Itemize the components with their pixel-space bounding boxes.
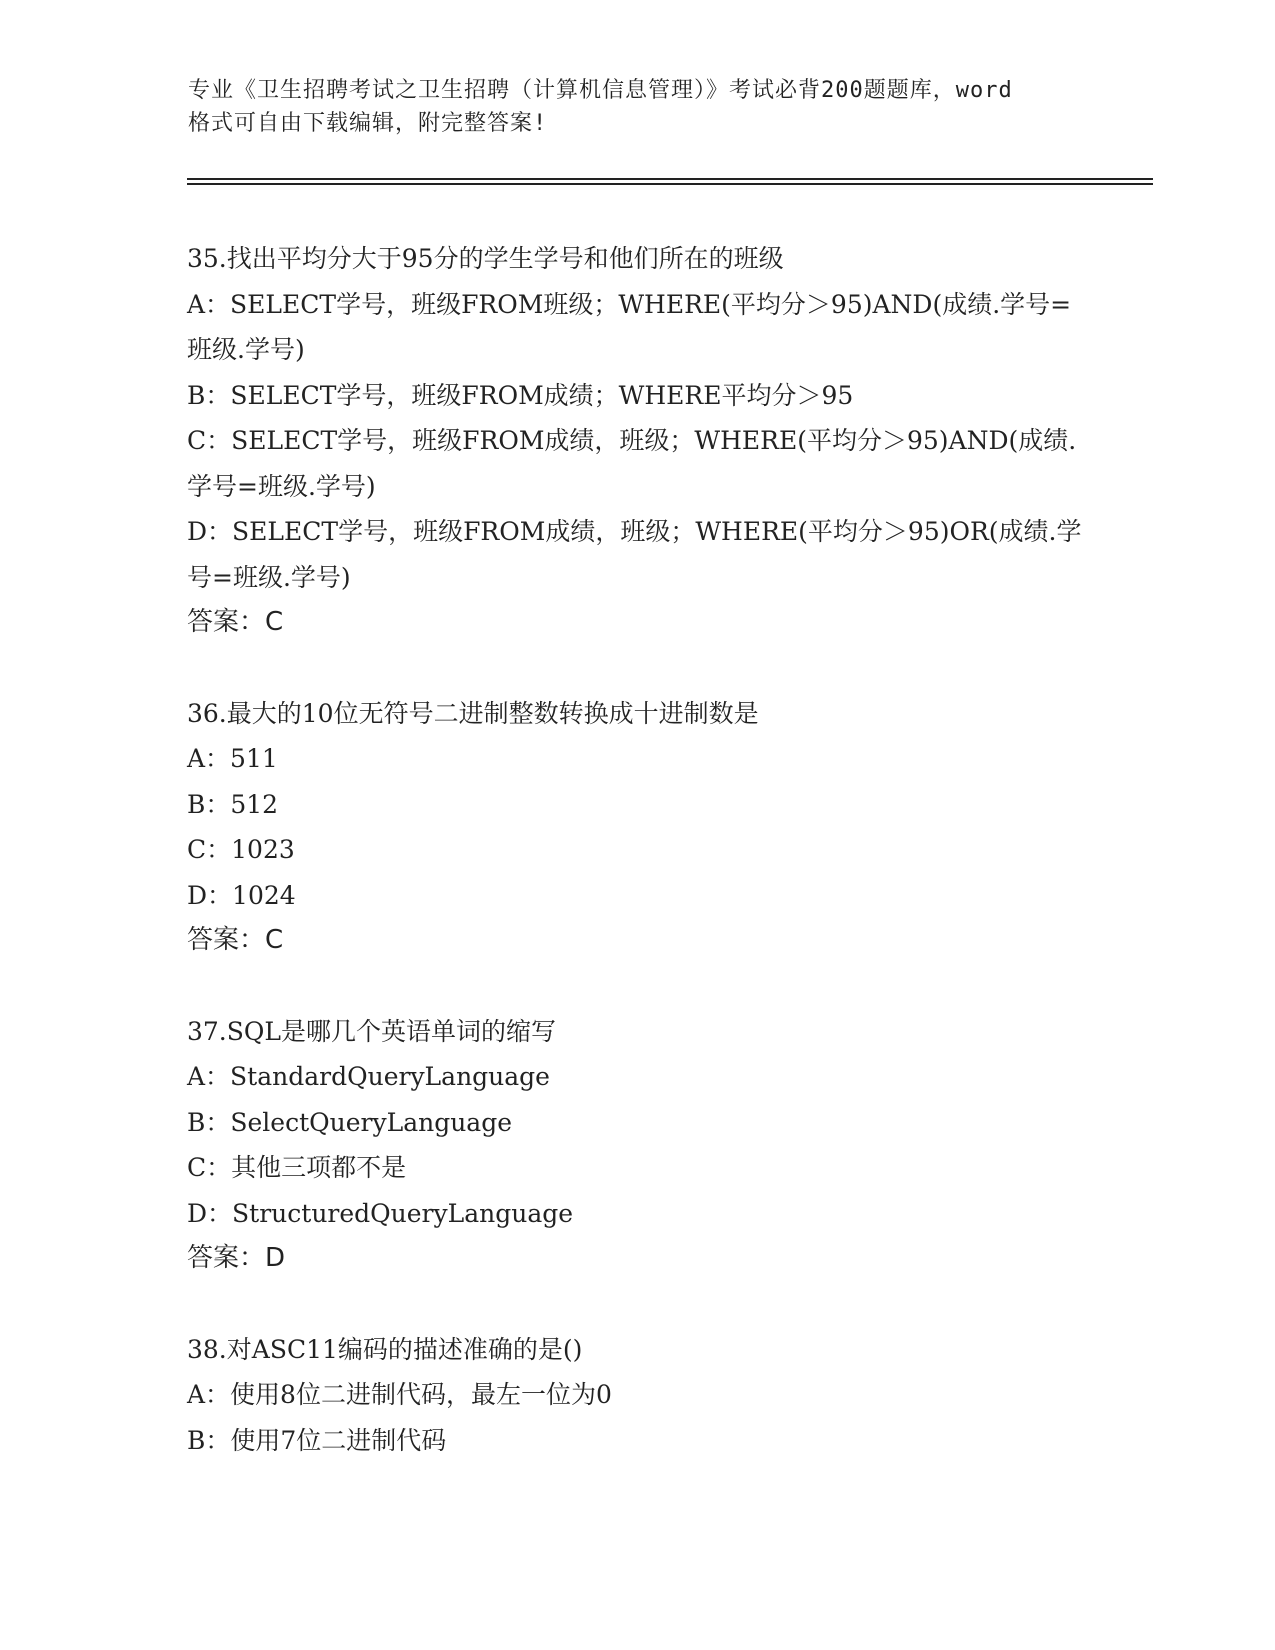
question-stem: 37.SQL是哪几个英语单词的缩写: [187, 1016, 556, 1046]
question-stem: 35.找出平均分大于95分的学生学号和他们所在的班级: [187, 244, 784, 273]
document-header: [188, 74, 1088, 140]
option-b: B：使用7位二进制代码: [187, 1425, 447, 1455]
option-a: A：使用8位二进制代码，最左一位为0: [187, 1380, 612, 1409]
option-b: B：SelectQueryLanguage: [187, 1107, 513, 1137]
option-b: B：512: [187, 789, 279, 819]
option-a: A：511: [187, 744, 278, 773]
option-c: C：其他三项都不是: [187, 1153, 407, 1182]
option-c: C：1023: [187, 835, 295, 864]
question-stem: 38.对ASC11编码的描述准确的是(): [187, 1334, 583, 1364]
question-35: [187, 236, 1087, 646]
question-38: [187, 1327, 1087, 1464]
answer-label: 答案：C: [187, 925, 284, 955]
option-b: B：SELECT学号，班级FROM成绩；WHERE平均分＞95: [187, 380, 854, 410]
question-stem: 36.最大的10位无符号二进制整数转换成十进制数是: [187, 698, 759, 728]
header-line-2: 格式可自由下载编辑，附完整答案!: [188, 111, 548, 136]
option-d: D：SELECT学号，班级FROM成绩，班级；WHERE(平均分＞95)OR(成绩.学号=班级.学号): [187, 517, 1082, 592]
question-list: [187, 236, 1087, 1463]
header-divider-top: [187, 178, 1153, 180]
option-d: D：StructuredQueryLanguage: [187, 1198, 574, 1228]
option-a: A：SELECT学号，班级FROM班级；WHERE(平均分＞95)AND(成绩.学号=班级.学号): [187, 289, 1072, 364]
question-36: [187, 691, 1087, 964]
option-a: A：StandardQueryLanguage: [187, 1062, 550, 1091]
question-37: [187, 1009, 1087, 1282]
option-c: C：SELECT学号，班级FROM成绩，班级；WHERE(平均分＞95)AND(成绩.学号=班级.学号): [187, 426, 1077, 501]
answer-label: 答案：C: [187, 607, 284, 637]
option-d: D：1024: [187, 880, 296, 910]
answer-label: 答案：D: [187, 1243, 286, 1273]
header-line-1: 专业《卫生招聘考试之卫生招聘（计算机信息管理）》考试必背200题题库，word: [188, 78, 1013, 103]
header-divider-bottom: [187, 183, 1153, 185]
